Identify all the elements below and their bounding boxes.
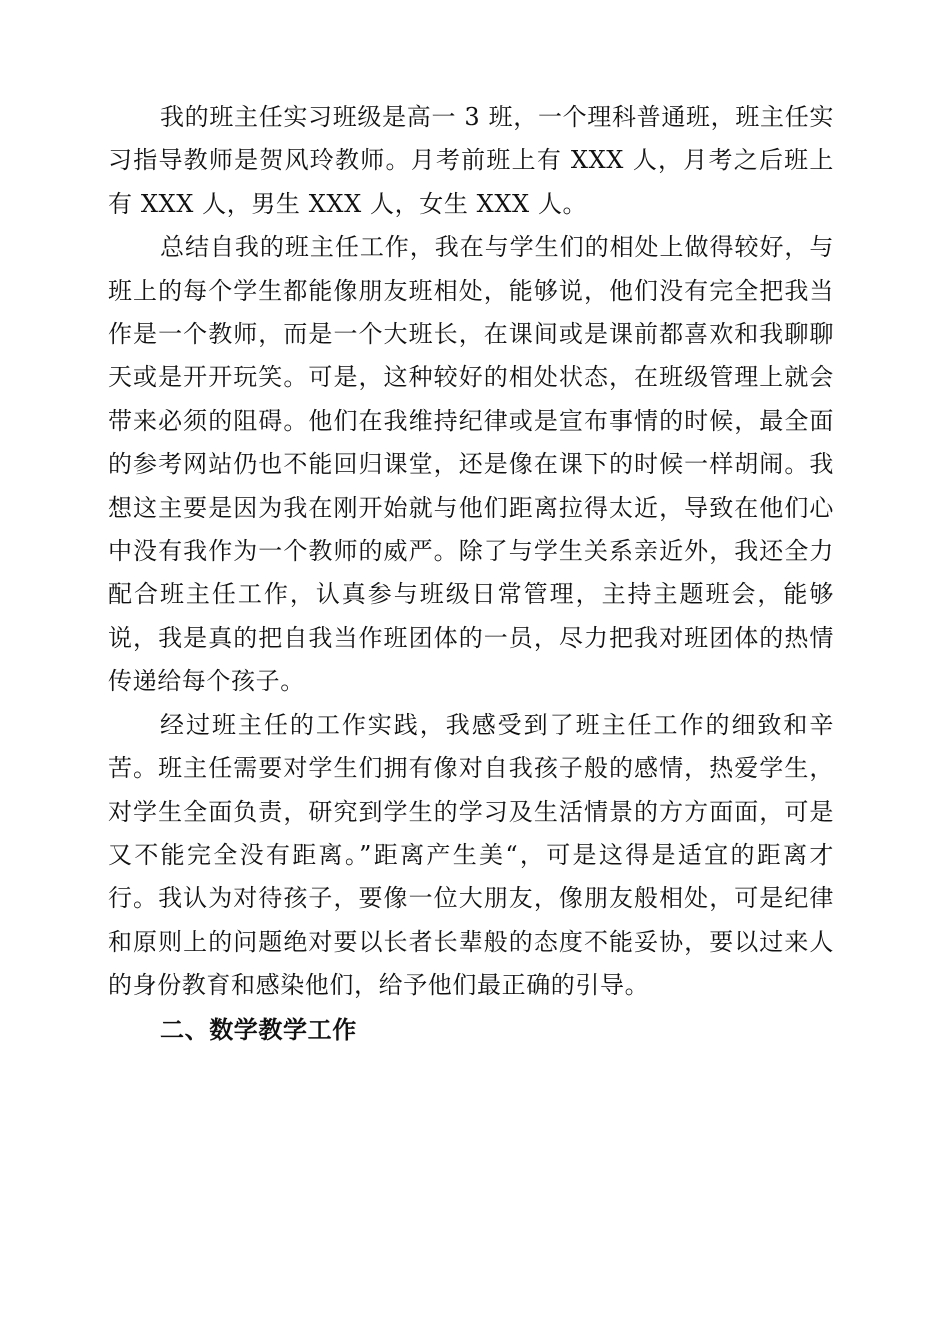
document-body (108, 96, 834, 1052)
paragraph-internship-class: 我的班主任实习班级是高一 3 班，一个理科普通班，班主任实习指导教师是贺风玲教师。月考前班上有 XXX 人，月考之后班上有 XXX 人，男生 XXX 人，女生 XXX 人。 (108, 103, 834, 218)
paragraph-work-reflection: 经过班主任的工作实践，我感受到了班主任工作的细致和辛苦。班主任需要对学生们拥有像对自我孩子般的感情，热爱学生，对学生全面负责，研究到学生的学习及生活情景的方方面面，可是又不能完全没有距离。”距离产生美“，可是这得是适宜的距离才行。我认为对待孩子，要像一位大朋友，像朋友般相处，可是纪律和原则上的问题绝对要以长者长辈般的态度不能妥协，要以过来人的身份教育和感染他们，给予他们最正确的引导。 (108, 710, 834, 1000)
section-heading: 二、数学教学工作 (160, 1015, 357, 1044)
paragraph-work-summary: 总结自我的班主任工作，我在与学生们的相处上做得较好，与班上的每个学生都能像朋友班相处，能够说，他们没有完全把我当作是一个教师，而是一个大班长，在课间或是课前都喜欢和我聊聊天或是开开玩笑。可是，这种较好的相处状态，在班级管理上就会带来必须的阻碍。他们在我维持纪律或是宣布事情的时候，最全面的参考网站仍也不能回归课堂，还是像在课下的时候一样胡闹。我想这主要是因为我在刚开始就与他们距离拉得太近，导致在他们心中没有我作为一个教师的威严。除了与学生关系亲近外，我还全力配合班主任工作，认真参与班级日常管理，主持主题班会，能够说，我是真的把自我当作班团体的一员，尽力把我对班团体的热情传递给每个孩子。 (108, 233, 834, 696)
